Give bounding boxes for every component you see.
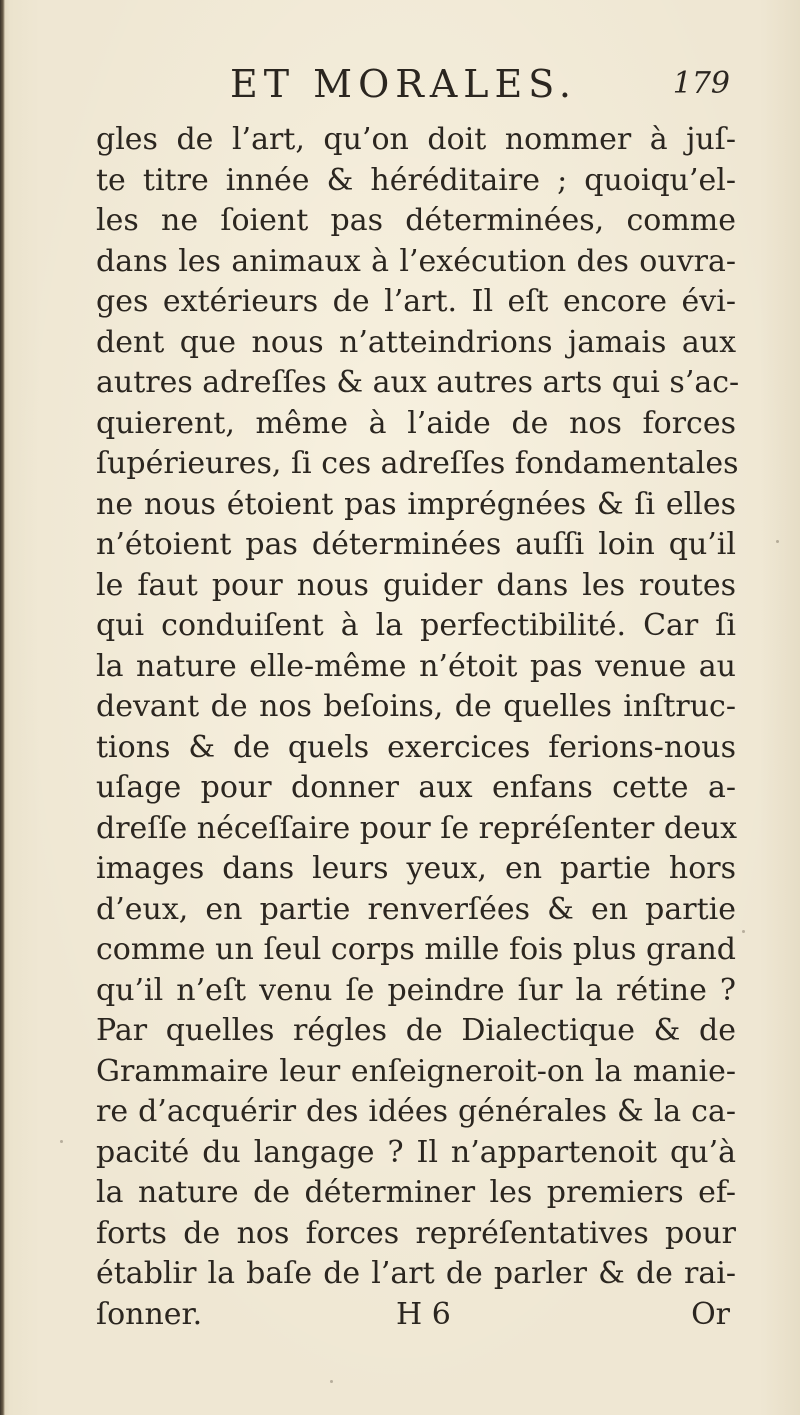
paper-speck (60, 1140, 63, 1143)
text-line: re d’acquérir des idées générales & la ca- (96, 1094, 736, 1129)
text-line: établir la baſe de l’art de parler & de rai- (96, 1256, 736, 1291)
text-line: le faut pour nous guider dans les routes (96, 567, 736, 603)
running-head: ET MORALES. (230, 62, 578, 106)
text-line: la nature elle-même n’étoit pas venue au (96, 648, 736, 684)
page-number: 179 (672, 66, 730, 101)
text-line: qu’il n’eſt venu ſe peindre ſur la rétine ? (96, 972, 736, 1008)
text-line: images dans leurs yeux, en partie hors (96, 851, 736, 886)
text-line: quierent, même à l’aide de nos forces (96, 405, 736, 441)
final-line (96, 1295, 736, 1336)
text-line: comme un ſeul corps mille fois plus grand (96, 932, 736, 967)
signature-mark: H 6 (396, 1296, 451, 1332)
text-line: les ne ſoient pas déterminées, comme (96, 203, 736, 238)
text-line: Par quelles régles de Dialectique & de (96, 1013, 736, 1048)
text-line: d’eux, en partie renverſées & en partie (96, 891, 736, 927)
text-line: uſage pour donner aux enfans cette a- (96, 770, 736, 805)
page-binding-edge (0, 0, 5, 1415)
text-line: dans les animaux à l’exécution des ouvra- (96, 243, 736, 279)
text-line: dent que nous n’atteindrions jamais aux (96, 324, 736, 360)
text-line: qui conduiſent à la perfectibilité. Car ſi (96, 608, 736, 643)
text-line: forts de nos forces repréſentatives pour (96, 1215, 736, 1251)
paper-speck (330, 1380, 333, 1383)
text-line: n’étoient pas déterminées auſſi loin qu’il (96, 527, 736, 562)
text-line: dreſſe néceſſaire pour ſe repréſenter deux (96, 810, 738, 846)
text-line: ſupérieures, ſi ces adreſſes fondamentales (96, 446, 739, 481)
text-line: pacité du langage ? Il n’appartenoit qu’à (96, 1134, 736, 1170)
text-line: te titre innée & héréditaire ; quoiqu’el- (96, 162, 736, 198)
page-header (230, 62, 730, 106)
body-text (96, 120, 740, 1335)
paper-speck (776, 540, 779, 543)
text-line: Grammaire leur enſeigneroit-on la manie- (96, 1053, 736, 1089)
text-line: ges extérieurs de l’art. Il eſt encore évi- (96, 284, 736, 319)
final-word: ſonner. (96, 1296, 203, 1332)
text-line: autres adreſſes & aux autres arts qui s’ac- (96, 365, 740, 400)
paper-speck (742, 930, 745, 933)
text-line: tions & de quels exercices ferions-nous (96, 729, 736, 765)
catchword: Or (691, 1296, 730, 1332)
text-line: gles de l’art, qu’on doit nommer à juſ- (96, 122, 736, 157)
text-line: devant de nos beſoins, de quelles inſtruc- (96, 689, 736, 724)
text-line: la nature de déterminer les premiers ef- (96, 1175, 736, 1210)
text-line: ne nous étoient pas imprégnées & ſi elles (96, 486, 736, 522)
